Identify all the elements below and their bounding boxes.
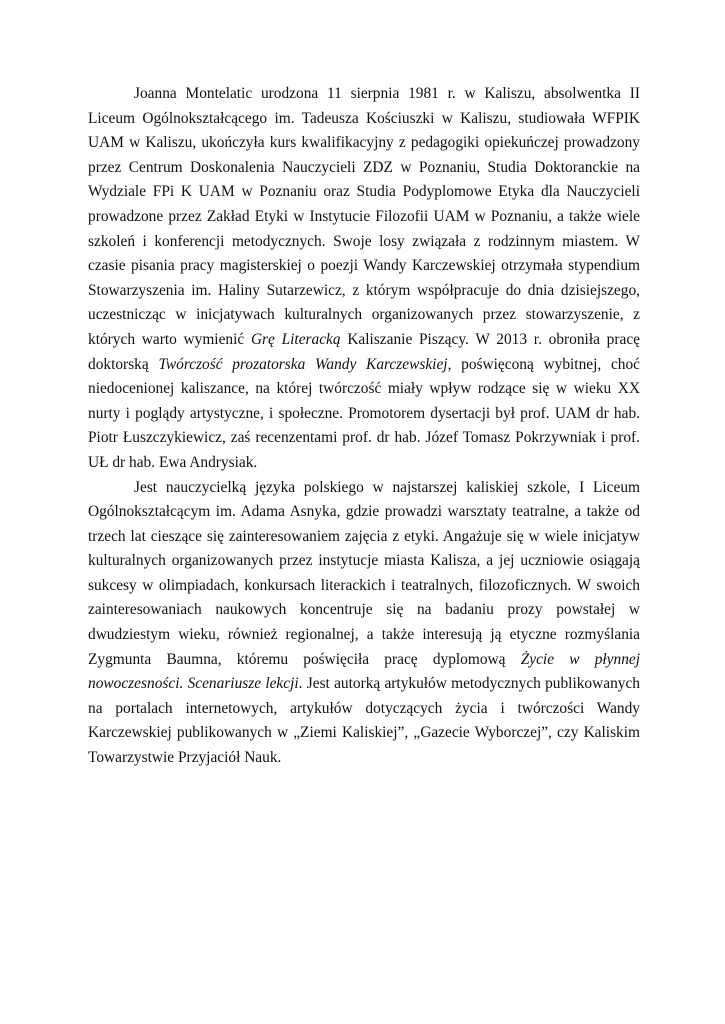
paragraph-1-italic-title-gra-literacka: Grę Literacką (250, 330, 341, 348)
paragraph-2-text: . Jest autorką artykułów metodycznych publikowanych na portalach internetowych, artykułów dotyczących życia i twórczości Wandy Karczewskiej publikowanych w „Ziemi Kaliskiej”, „Gazecie Wyborczej”, czy Kaliskim Towarzystwie Przyjaciół Nauk. (88, 675, 640, 767)
paragraph-1-text: Joanna Montelatic urodzona 11 sierpnia 1981 r. w Kaliszu, absolwentka II Liceum Ogólnokształcącego im. Tadeusza Kościuszki w Kaliszu, studiowała WFPIK UAM w Kaliszu, ukończyła kurs kwalifikacyjny z pedagogiki opiekuńczej prowadzony przez Centrum Doskonalenia Nauczycieli ZDZ w Poznaniu, Studia Doktoranckie na Wydziale FPi K UAM w Poznaniu oraz Studia Podyplomowe Etyka dla Nauczycieli prowadzone przez Zakład Etyki w Instytucie Filozofii UAM w Poznaniu, a także wiele szkoleń i konferencji metodycznych. Swoje losy związała z rodzinnym miastem. W czasie pisania pracy magisterskiej o poezji Wandy Karczewskiej otrzymała stypendium Stowarzyszenia im. Haliny Sutarzewicz, z którym współpracuje do dnia dzisiejszego, uczestnicząc w inicjatywach kulturalnych organizowanych przez stowarzyszenie, z których warto wymienić (88, 85, 640, 348)
document-body (88, 82, 640, 771)
paragraph-2-italic-title-thesis: Życie w płynnej nowoczesności. Scenariusze lekcji (88, 650, 640, 693)
paragraph-1-text: , poświęconą wybitnej, choć niedocenionej kaliszance, na której twórczość miały wpływ rodzące się w wieku XX nurty i poglądy artystyczne, i społeczne. Promotorem dysertacji był prof. UAM dr hab. Piotr Łuszczykiewicz, zaś recenzentami prof. dr hab. Józef Tomasz Pokrzywniak i prof. UŁ dr hab. Ewa Andrysiak. (88, 355, 641, 471)
paragraph-2-text: Jest nauczycielką języka polskiego w najstarszej kaliskiej szkole, I Liceum Ogólnokształcącym im. Adama Asnyka, gdzie prowadzi warsztaty teatralne, a także od trzech lat cieszące się zainteresowaniem zajęcia z etyki. Angażuje się w wiele inicjatyw kulturalnych organizowanych przez instytucje miasta Kalisza, a jej uczniowie osiągają sukcesy w olimpiadach, konkursach literackich i teatralnych, filozoficznych. W swoich zainteresowaniach naukowych koncentruje się na badaniu prozy powstałej w dwudziestym wieku, również regionalnej, a także interesują ją etyczne rozmyślania Zygmunta Baumna, któremu poświęciła pracę dyplomową (88, 478, 640, 668)
paragraph-2 (88, 476, 640, 771)
paragraph-1 (88, 82, 640, 476)
paragraph-1-italic-title-dissertation: Twórczość prozatorska Wandy Karczewskiej (158, 355, 448, 373)
paragraph-1-text: Kaliszanie Piszący. W 2013 r. obroniła pracę doktorską (88, 330, 640, 373)
